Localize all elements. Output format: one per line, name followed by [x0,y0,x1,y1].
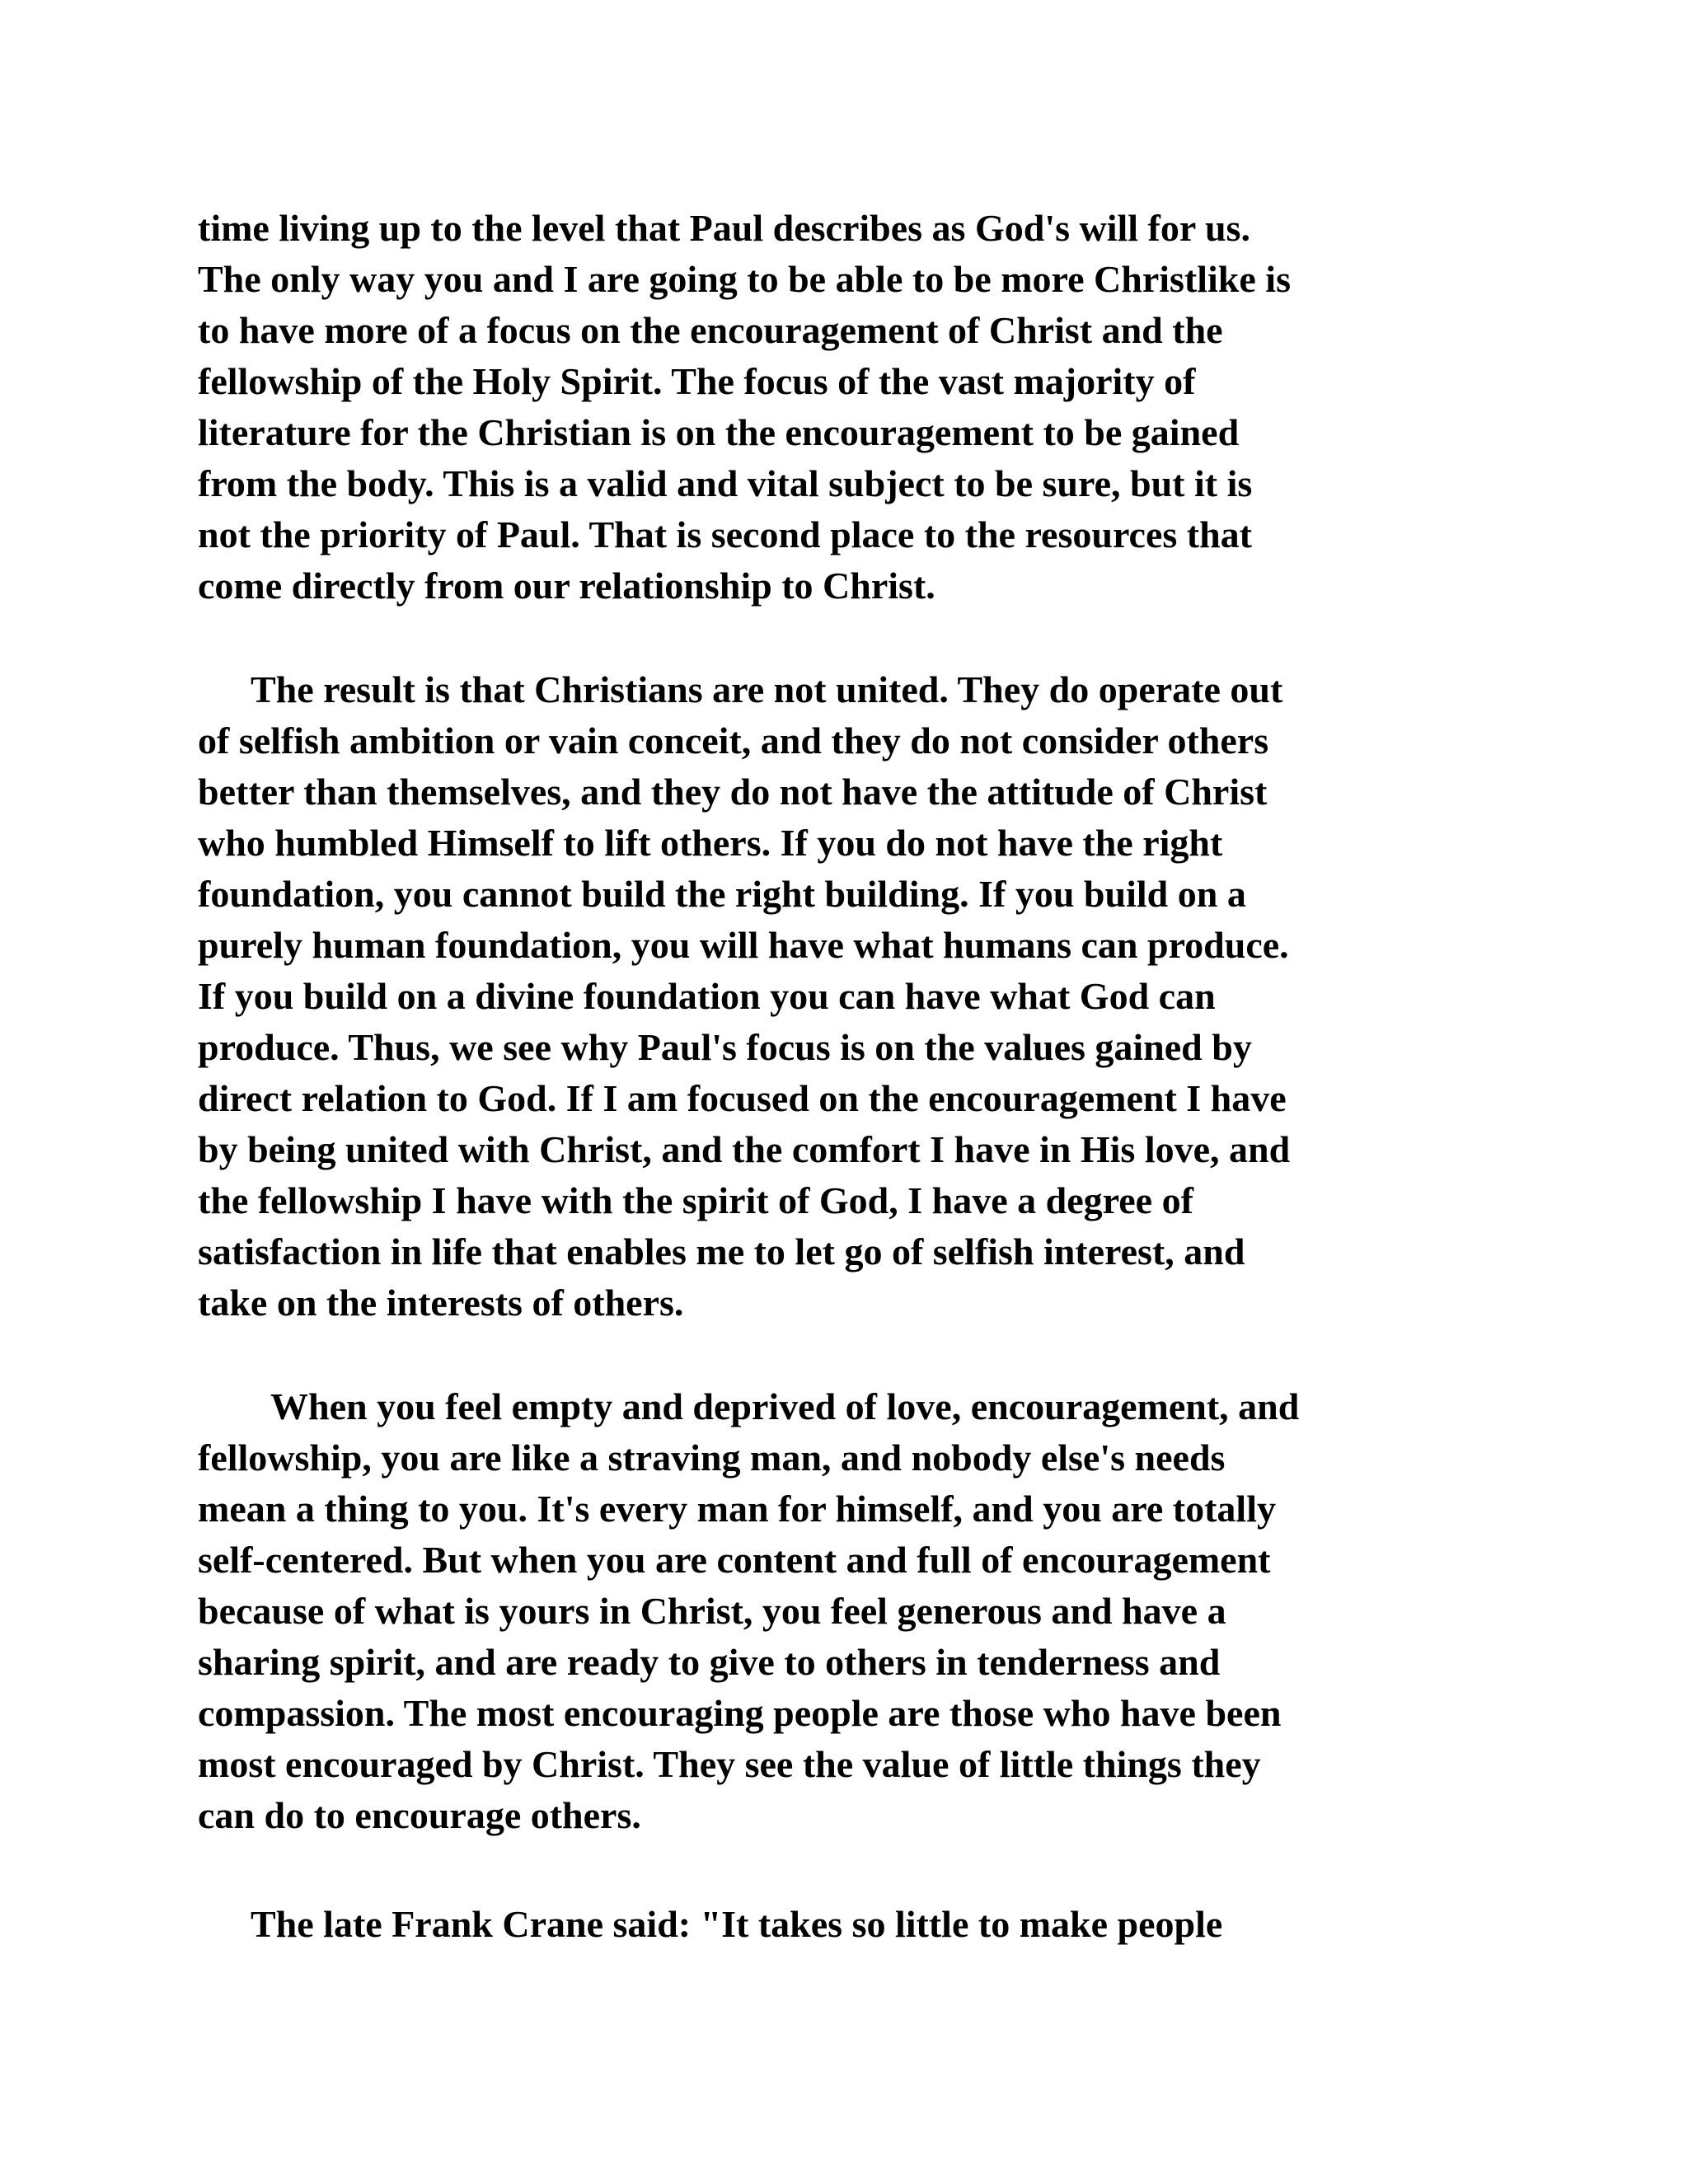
text-line: direct relation to God. If I am focused on the encouragement I have [198,1077,1287,1119]
text-line: sharing spirit, and are ready to give to others in tenderness and [198,1641,1221,1683]
text-line: the fellowship I have with the spirit of God, I have a degree of [198,1179,1193,1221]
paragraph-3 [198,1381,1484,1841]
text-line: by being united with Christ, and the comfort I have in His love, and [198,1128,1291,1170]
text-line: self-centered. But when you are content and full of encouragement [198,1539,1271,1581]
paragraph-1 [198,203,1484,612]
text-line: produce. Thus, we see why Paul's focus is on the values gained by [198,1026,1252,1068]
paragraph-2 [198,664,1484,1329]
text-line: from the body. This is a valid and vital subject to be sure, but it is [198,462,1253,504]
text-line: to have more of a focus on the encouragement of Christ and the [198,309,1223,351]
text-line: come directly from our relationship to Christ. [198,565,935,607]
text-line: The late Frank Crane said: "It takes so little to make people [251,1903,1223,1945]
text-line: If you build on a divine foundation you can have what God can [198,975,1216,1017]
text-line: can do to encourage others. [198,1794,641,1836]
text-line: because of what is yours in Christ, you feel generous and have a [198,1590,1226,1632]
text-line: time living up to the level that Paul describes as God's will for us. [198,207,1250,249]
text-line: satisfaction in life that enables me to let go of selfish interest, and [198,1230,1245,1272]
text-line: The only way you and I are going to be able to be more Christlike is [198,258,1291,300]
paragraph-4 [198,1899,1484,1950]
text-line: who humbled Himself to lift others. If you do not have the right [198,822,1223,864]
text-line: better than themselves, and they do not have the attitude of Christ [198,771,1268,813]
text-line: most encouraged by Christ. They see the value of little things they [198,1743,1261,1785]
text-line: compassion. The most encouraging people are those who have been [198,1692,1282,1734]
text-line: foundation, you cannot build the right building. If you build on a [198,873,1246,915]
text-line: The result is that Christians are not united. They do operate out [251,668,1283,710]
text-line: of selfish ambition or vain conceit, and they do not consider others [198,719,1269,762]
text-line: literature for the Christian is on the encouragement to be gained [198,411,1240,453]
text-line: When you feel empty and deprived of love, encouragement, and [270,1385,1300,1427]
text-line: purely human foundation, you will have what humans can produce. [198,924,1289,966]
text-line: fellowship of the Holy Spirit. The focus of the vast majority of [198,360,1196,402]
text-line: fellowship, you are like a straving man, and nobody else's needs [198,1436,1226,1479]
text-line: take on the interests of others. [198,1282,684,1324]
text-line: not the priority of Paul. That is second place to the resources that [198,513,1252,555]
text-line: mean a thing to you. It's every man for himself, and you are totally [198,1488,1276,1530]
